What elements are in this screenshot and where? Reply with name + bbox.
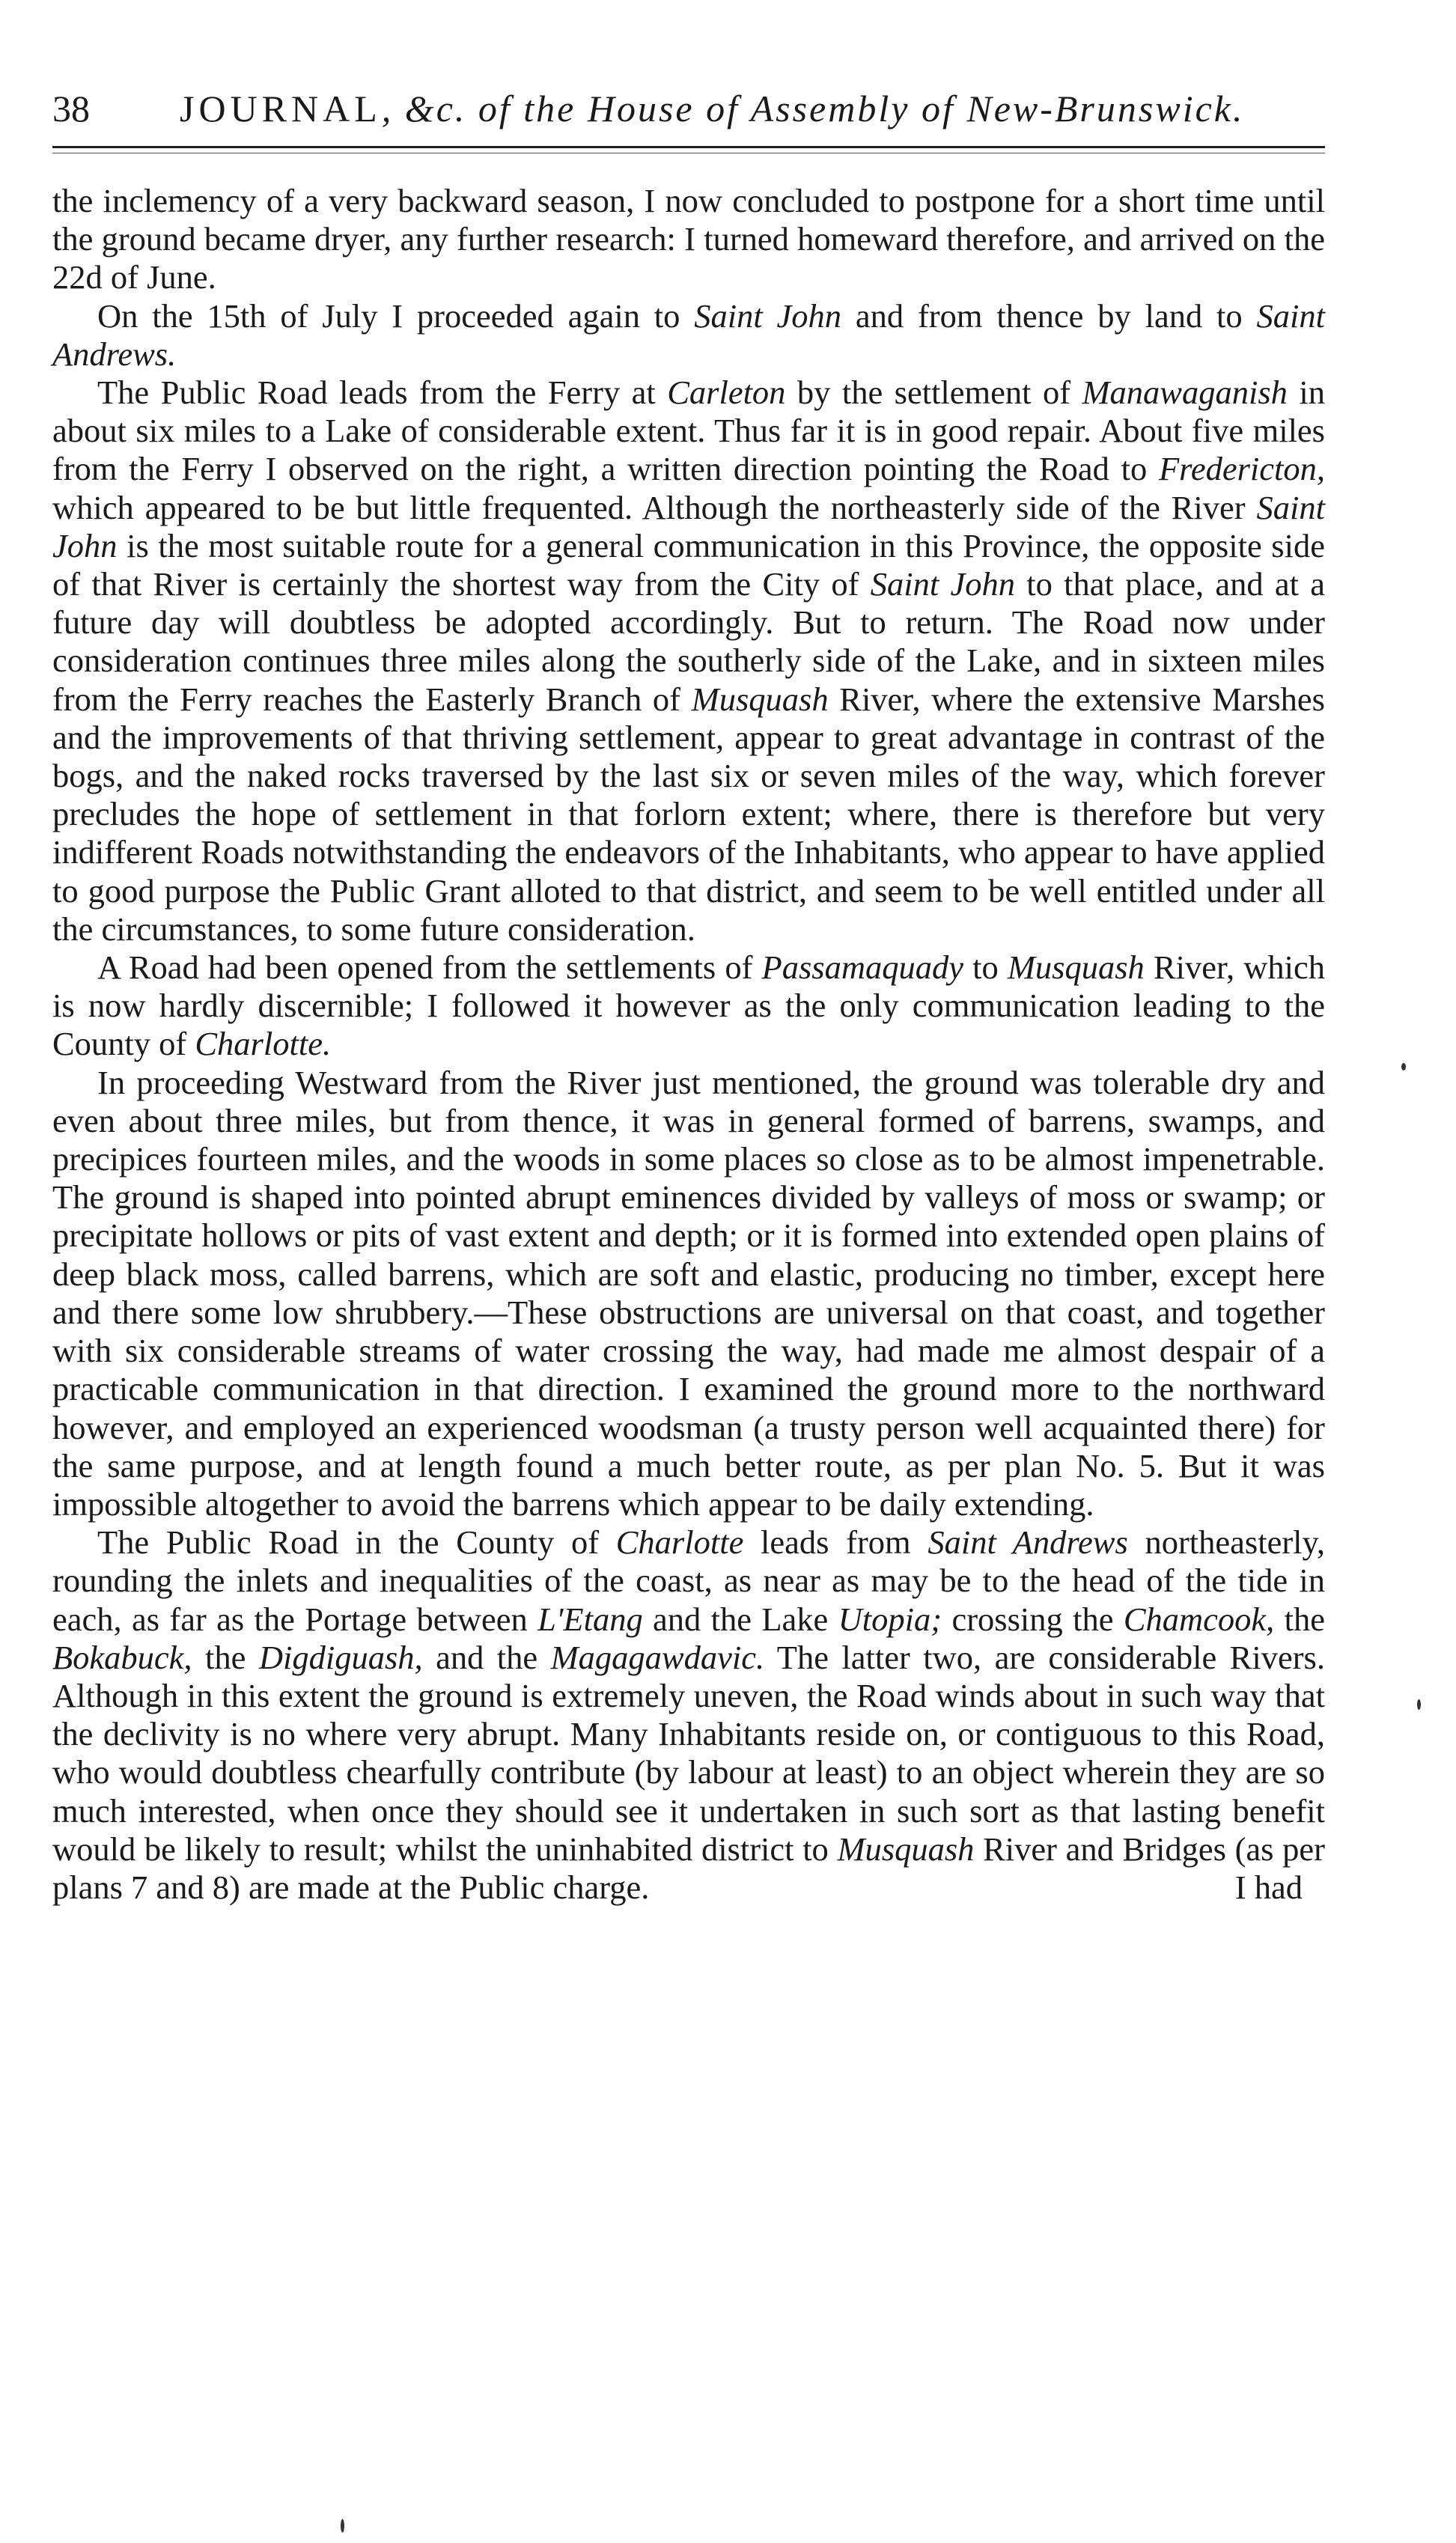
text-run: northeasterly, rounding the inlets and inequalities of the coast, as near as may be to the head of the tide in each, as far as the Portage between xyxy=(52,1523,1326,1638)
italic-text-run: Digdiguash, xyxy=(258,1638,423,1676)
text-run: The Public Road in the County of xyxy=(97,1523,616,1562)
text-run: On the 15th of July I proceeded again to xyxy=(97,296,695,335)
text-run: The latter two, are considerable Rivers. Although in this extent the ground is extremely uneven, the Road winds about in such way that the declivity is no where very abrupt. Many Inhabitants reside on, or contiguous to this Road, who would doubtless chearfully contribute (by labour at least) to an object wherein they are so much interested, when once they should see it undertaken in such sort as that lasting benefit would be likely to result; whilst the uninhabited district to xyxy=(52,1638,1325,1868)
text-run: in about six miles to a Lake of considerable extent. Thus far it is in good repair. About five miles from the Ferry I observed on the right, a written direction pointing the Road to xyxy=(52,374,1325,488)
italic-text-run: Passamaquady xyxy=(761,948,963,987)
italic-text-run: Utopia; xyxy=(838,1600,942,1638)
text-run: to that place, and at a future day will doubtless be adopted accordingly. But to return. The Road now under consideration continues three miles along the southerly side of the Lake, and in sixteen miles from the Ferry reaches the Easterly Branch of xyxy=(52,565,1325,718)
italic-text-run: Musquash xyxy=(1007,948,1145,987)
paragraph xyxy=(52,374,1325,948)
italic-text-run: Charlotte xyxy=(615,1523,744,1562)
paragraph xyxy=(52,1523,1325,1907)
page-number: 38 xyxy=(52,88,90,130)
running-header xyxy=(52,71,1325,148)
text-run: by the settlement of xyxy=(785,374,1082,412)
text-run: and from thence by land to xyxy=(841,296,1257,335)
running-title-rest: , &c. of the House of Assembly of New-Brunswick. xyxy=(381,88,1245,130)
page-body xyxy=(52,182,1325,1907)
running-title-journal: JOURNAL xyxy=(180,88,382,130)
italic-text-run: Musquash xyxy=(691,680,829,718)
text-run: A Road had been opened from the settlements of xyxy=(97,948,762,987)
italic-text-run: Saint Andrews xyxy=(927,1523,1128,1562)
text-run: which appeared to be but little frequented. Although the northeasterly side of the River xyxy=(52,488,1257,526)
italic-text-run: Saint John xyxy=(694,296,842,335)
paragraph xyxy=(52,297,1325,374)
italic-text-run: Magagawdavic. xyxy=(550,1638,765,1676)
print-speck xyxy=(1401,1063,1406,1071)
italic-text-run: Bokabuck, xyxy=(52,1638,192,1676)
text-run: is the most suitable route for a general communication in this Province, the opposite side of that River is certainly the shortest way from the City of xyxy=(52,526,1325,603)
text-run: to xyxy=(963,948,1008,987)
italic-text-run: Saint John xyxy=(52,488,1325,564)
italic-text-run: Manawaganish xyxy=(1082,374,1288,412)
text-run: crossing the xyxy=(942,1600,1124,1638)
italic-text-run: Charlotte. xyxy=(195,1025,332,1063)
print-speck xyxy=(1417,1699,1421,1710)
text-run: River, where the extensive Marshes and the improvements of that thriving settlement, appear to great advantage in contrast of the bogs, and the naked rocks traversed by the last six or seven miles of the way, which forever precludes the hope of settlement in that forlorn extent; where, there is therefore but very indifferent Roads notwithstanding the endeavors of the Inhabitants, who appear to have applied to good purpose the Public Grant alloted to that district, and seem to be well entitled under all the circumstances, to some future consideration. xyxy=(52,680,1325,948)
text-run: River and Bridges (as per plans 7 and 8) are made at the Public charge. xyxy=(52,1830,1325,1906)
text-run: and the Lake xyxy=(642,1600,838,1638)
text-run: leads from xyxy=(743,1523,928,1562)
journal-page xyxy=(52,71,1325,1907)
paragraph xyxy=(52,1064,1325,1523)
text-run: and the xyxy=(422,1638,551,1676)
paragraph xyxy=(52,948,1325,1064)
italic-text-run: Fredericton, xyxy=(1158,450,1325,488)
italic-text-run: Saint John xyxy=(870,565,1015,603)
print-speck xyxy=(341,2519,344,2533)
text-run: River, which is now hardly discernible; I followed it however as the only communication leading to the County of xyxy=(52,948,1325,1063)
italic-text-run: Musquash xyxy=(837,1830,975,1868)
paragraph xyxy=(52,182,1325,297)
italic-text-run: L'Etang xyxy=(537,1600,643,1638)
text-run: the inclemency of a very backward season, I now concluded to postpone for a short time until the ground became dryer, any further research: I turned homeward therefore, and arrived on the 22d of June. xyxy=(52,182,1325,296)
text-run: the xyxy=(1274,1600,1325,1638)
italic-text-run: Carleton xyxy=(667,374,786,412)
running-title xyxy=(180,71,1244,146)
text-run: The Public Road leads from the Ferry at xyxy=(97,374,668,412)
text-run: In proceeding Westward from the River just mentioned, the ground was tolerable dry and even about three miles, but from thence, it was in general formed of barrens, swamps, and precipices fourteen miles, and the woods in some places so close as to be almost impenetrable. The ground is shaped into pointed abrupt eminences divided by valleys of moss or swamp; or precipitate hollows or pits of vast extent and depth; or it is formed into extended open plains of deep black moss, called barrens, which are soft and elastic, producing no timber, except here and there some low shrubbery.—These obstructions are universal on that coast, and together with six considerable streams of water crossing the way, had made me almost despair of a practicable communication in that direction. I examined the ground more to the northward however, and employed an experienced woodsman (a trusty person well acquainted there) for the same purpose, and at length found a much better route, as per plan No. 5. But it was impossible altogether to avoid the barrens which appear to be daily extending. xyxy=(52,1063,1325,1523)
italic-text-run: Chamcook, xyxy=(1123,1600,1275,1638)
text-run: the xyxy=(192,1638,259,1676)
catchword: I had xyxy=(1234,1868,1303,1906)
italic-text-run: Saint Andrews. xyxy=(52,296,1325,373)
